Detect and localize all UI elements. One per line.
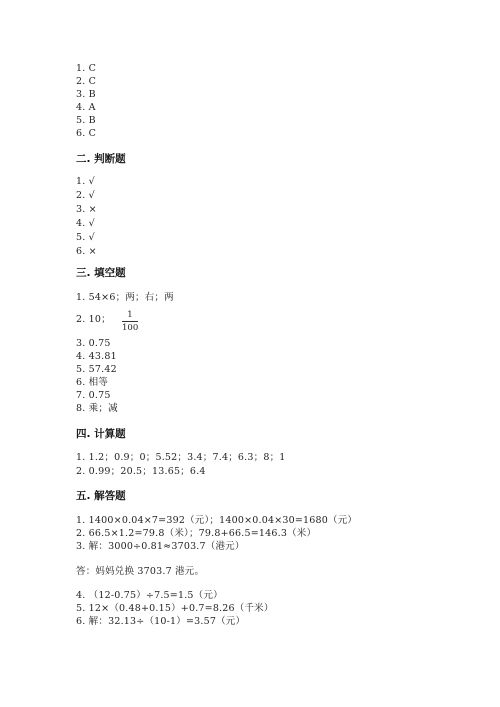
fill-answer-7: 7. 0.75	[76, 390, 111, 401]
solution-answer-2: 2. 66.5×1.2=79.8（米）；79.8+66.5=146.3（米）	[76, 528, 317, 539]
choice-answer-6: 6. C	[76, 128, 97, 139]
solution-answer-1: 1. 1400×0.04×7=392（元）；1400×0.04×30=1680（元）	[76, 515, 358, 526]
section-heading-judgment: 二. 判断题	[76, 153, 126, 165]
section-heading-solution: 五. 解答题	[76, 490, 126, 502]
fill-answer-2: 2. 10；	[76, 314, 111, 325]
choice-answer-2: 2. C	[76, 76, 97, 87]
fill-answer-8: 8. 乘；减	[76, 403, 118, 414]
choice-answer-5: 5. B	[76, 115, 96, 126]
fraction-numerator: 1	[127, 310, 133, 320]
choice-answer-3: 3. B	[76, 89, 96, 100]
calc-answer-1: 1. 1.2；0.9；0；5.52；3.4；7.4；6.3；8；1	[76, 452, 286, 463]
fraction-one-hundredth	[122, 310, 138, 333]
section-heading-calculation: 四. 计算题	[76, 428, 126, 440]
judgment-answer-5: 5. √	[76, 232, 95, 243]
fill-answer-3: 3. 0.75	[76, 338, 111, 349]
solution-answer-3-conclusion: 答：妈妈兑换 3703.7 港元。	[76, 566, 205, 577]
calc-answer-2: 2. 0.99；20.5；13.65；6.4	[76, 466, 206, 477]
choice-answer-1: 1. C	[76, 63, 97, 74]
fill-answer-5: 5. 57.42	[76, 364, 117, 375]
judgment-answer-3: 3. ×	[76, 204, 97, 215]
section-heading-fill-blank: 三. 填空题	[76, 267, 126, 279]
choice-answer-4: 4. A	[76, 102, 96, 113]
judgment-answer-2: 2. √	[76, 190, 95, 201]
solution-answer-5: 5. 12×（0.48+0.15）+0.7=8.26（千米）	[76, 603, 274, 614]
judgment-answer-1: 1. √	[76, 176, 95, 187]
solution-answer-3: 3. 解：3000÷0.81≈3703.7（港元）	[76, 541, 245, 552]
judgment-answer-6: 6. ×	[76, 246, 97, 257]
solution-answer-4: 4. （12-0.75）÷7.5=1.5（元）	[76, 590, 223, 601]
fill-answer-4: 4. 43.81	[76, 351, 117, 362]
fraction-bar	[122, 321, 138, 322]
solution-answer-6: 6. 解：32.13÷（10-1）=3.57（元）	[76, 616, 246, 627]
fill-answer-6: 6. 相等	[76, 377, 109, 388]
judgment-answer-4: 4. √	[76, 218, 95, 229]
fill-answer-1: 1. 54×6；两；右；两	[76, 292, 174, 303]
fraction-denominator: 100	[122, 323, 139, 333]
